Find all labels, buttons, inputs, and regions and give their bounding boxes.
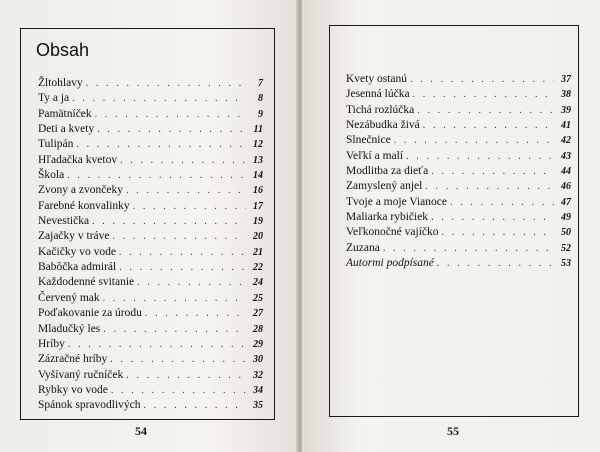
toc-entry xyxy=(38,323,263,338)
toc-entry xyxy=(38,292,263,307)
toc-leader-dots xyxy=(144,400,246,411)
toc-entry-page: 42 xyxy=(561,135,571,147)
toc-leader-dots xyxy=(92,216,246,227)
toc-entry-page: 38 xyxy=(561,89,571,101)
toc-entry-page: 53 xyxy=(561,258,571,270)
toc-entry-page: 29 xyxy=(253,338,263,350)
toc-entry-title: Škola xyxy=(38,169,65,182)
toc-leader-dots xyxy=(413,89,554,100)
toc-entry-page: 12 xyxy=(253,139,263,151)
toc-entry-title: Babôčka admirál xyxy=(38,261,117,274)
toc-entry xyxy=(38,353,263,368)
toc-entry-page: 30 xyxy=(253,354,263,366)
toc-leader-dots xyxy=(137,277,246,288)
toc-entry-title: Kvety ostanú xyxy=(346,73,408,85)
page-number-right: 55 xyxy=(447,424,459,438)
toc-entry-title: Modlitba za dieťa xyxy=(346,165,429,178)
toc-entry xyxy=(38,230,263,245)
toc-entry-page: 22 xyxy=(253,262,263,274)
toc-entry-page: 17 xyxy=(253,200,263,212)
toc-entry-page: 47 xyxy=(561,196,571,208)
toc-entry-title: Mladučký les xyxy=(38,322,101,335)
toc-leader-dots xyxy=(437,258,554,269)
toc-leader-dots xyxy=(417,105,554,116)
toc-entry-title: Ty a ja xyxy=(38,92,70,105)
toc-entry-page: 43 xyxy=(561,150,571,162)
toc-entry-page: 39 xyxy=(561,104,571,116)
toc-entry-title: Žltohlavy xyxy=(38,77,83,89)
toc-entry xyxy=(38,246,263,261)
toc-leader-dots xyxy=(145,308,246,319)
toc-leader-dots xyxy=(425,181,554,192)
toc-entry-title: Poďakovanie za úrodu xyxy=(38,307,142,320)
toc-entry-page: 35 xyxy=(253,400,263,412)
toc-entry xyxy=(38,123,263,138)
toc-leader-dots xyxy=(72,93,246,104)
toc-leader-dots xyxy=(410,74,554,85)
toc-entry xyxy=(346,180,571,195)
toc-entry-page: 21 xyxy=(253,246,263,258)
toc-entry xyxy=(346,196,571,211)
toc-entry xyxy=(38,399,263,414)
toc-entry-page: 9 xyxy=(258,108,263,120)
toc-entry-page: 20 xyxy=(253,231,263,243)
toc-leader-dots xyxy=(126,185,246,196)
toc-leader-dots xyxy=(119,262,246,273)
right-page xyxy=(302,0,600,452)
toc-entry-title: Nevestička xyxy=(38,215,90,228)
toc-entry-title: Zajačky v tráve xyxy=(38,230,110,243)
toc-leader-dots xyxy=(67,170,246,181)
toc-entry-page: 34 xyxy=(253,384,263,396)
toc-entry xyxy=(346,211,571,226)
toc-entry-title: Veľkí a malí xyxy=(346,149,404,162)
toc-entry-title: Každodenné svitanie xyxy=(38,276,135,289)
toc-entry-page: 27 xyxy=(253,308,263,320)
toc-entry xyxy=(38,276,263,291)
toc-leader-dots xyxy=(394,135,554,146)
toc-entry xyxy=(38,200,263,215)
toc-entry-title: Rybky vo vode xyxy=(38,383,108,396)
toc-entry-page: 41 xyxy=(561,120,571,132)
toc-entry-title: Nezábudka živá xyxy=(346,119,420,132)
toc-entry-page: 19 xyxy=(253,216,263,228)
toc-entry-title: Jesenná lúčka xyxy=(346,88,410,101)
toc-entry-title: Deti a kvety xyxy=(38,123,95,136)
toc-entry-page: 44 xyxy=(561,166,571,178)
toc-leader-dots xyxy=(423,120,554,131)
toc-entry xyxy=(38,169,263,184)
toc-entry xyxy=(346,226,571,241)
toc-entry xyxy=(38,108,263,123)
toc-entry-title: Hríby xyxy=(38,337,65,350)
toc-entry xyxy=(38,215,263,230)
toc-entry-title: Veľkonočné vajíčko xyxy=(346,226,439,239)
toc-entry-page: 32 xyxy=(253,369,263,381)
toc-entry xyxy=(38,369,263,384)
toc-entry-title: Červený mak xyxy=(38,291,100,304)
toc-entry-title: Slnečnice xyxy=(346,134,391,147)
toc-entry-page: 24 xyxy=(253,277,263,289)
toc-leader-dots xyxy=(119,247,246,258)
toc-entry-title: Tvoje a moje Vianoce xyxy=(346,195,447,208)
toc-leader-dots xyxy=(383,243,554,254)
toc-entry-page: 16 xyxy=(253,185,263,197)
toc-entry-page: 14 xyxy=(253,170,263,182)
toc-entry-title: Farebné konvalinky xyxy=(38,199,130,212)
toc-entry-title: Zázračné hríby xyxy=(38,353,108,366)
toc-entry-page: 8 xyxy=(258,93,263,105)
toc-entry xyxy=(346,134,571,149)
toc-entry-page: 50 xyxy=(561,227,571,239)
toc-entry-page: 25 xyxy=(253,292,263,304)
toc-entry xyxy=(38,154,263,169)
toc-leader-dots xyxy=(111,385,246,396)
toc-entry xyxy=(38,261,263,276)
toc-entry-title: Vyšívaný ručníček xyxy=(38,368,124,381)
toc-entry-title: Pamätníček xyxy=(38,107,92,120)
toc-entry-title: Zamyslený anjel xyxy=(346,180,423,193)
toc-entry xyxy=(38,384,263,399)
toc-leader-dots xyxy=(450,197,554,208)
toc-leader-dots xyxy=(133,201,246,212)
toc-entry-title: Tichá rozlúčka xyxy=(346,103,415,116)
toc-leader-dots xyxy=(113,231,246,242)
toc-entry-title: Zvony a zvončeky xyxy=(38,184,123,197)
toc-leader-dots xyxy=(68,339,246,350)
toc-list-left xyxy=(38,77,263,415)
toc-entry-page: 46 xyxy=(561,181,571,193)
toc-leader-dots xyxy=(86,78,246,89)
toc-leader-dots xyxy=(110,354,246,365)
toc-entry xyxy=(38,138,263,153)
toc-entry-title: Autormi podpísané xyxy=(346,257,434,270)
toc-leader-dots xyxy=(406,151,554,162)
toc-entry xyxy=(346,119,571,134)
toc-list-right xyxy=(346,73,571,272)
toc-entry xyxy=(346,242,571,257)
toc-entry-title: Maliarka rybičiek xyxy=(346,211,429,224)
toc-entry-page: 49 xyxy=(561,212,571,224)
toc-entry-page: 37 xyxy=(561,74,571,85)
toc-entry-page: 11 xyxy=(253,124,263,136)
toc-leader-dots xyxy=(431,212,554,223)
toc-entry-page: 28 xyxy=(253,323,263,335)
toc-entry xyxy=(38,92,263,107)
toc-entry-title: Kačičky vo vode xyxy=(38,245,116,258)
toc-entry-title: Zuzana xyxy=(346,241,380,254)
toc-leader-dots xyxy=(103,293,246,304)
toc-leader-dots xyxy=(431,166,554,177)
toc-entry-title: Tulipán xyxy=(38,138,74,151)
toc-leader-dots xyxy=(442,227,555,238)
toc-title: Obsah xyxy=(36,40,90,60)
toc-entry xyxy=(38,77,263,92)
toc-entry xyxy=(38,307,263,322)
toc-entry-page: 52 xyxy=(561,242,571,254)
toc-entry xyxy=(346,73,571,88)
toc-entry xyxy=(38,184,263,199)
toc-entry xyxy=(346,104,571,119)
toc-entry xyxy=(38,338,263,353)
toc-leader-dots xyxy=(97,124,246,135)
toc-entry xyxy=(346,165,571,180)
left-page xyxy=(0,0,298,452)
page-number-left: 54 xyxy=(135,424,147,438)
toc-leader-dots xyxy=(76,139,246,150)
toc-leader-dots xyxy=(120,155,246,166)
toc-leader-dots xyxy=(95,109,246,120)
toc-leader-dots xyxy=(103,324,246,335)
toc-entry xyxy=(346,88,571,103)
toc-entry-page: 7 xyxy=(258,78,263,89)
toc-leader-dots xyxy=(126,370,246,381)
toc-entry-title: Spánok spravodlivých xyxy=(38,399,141,412)
toc-entry xyxy=(346,257,571,272)
toc-entry-title: Hľadačka kvetov xyxy=(38,153,118,166)
toc-entry xyxy=(346,150,571,165)
toc-entry-page: 13 xyxy=(253,154,263,166)
